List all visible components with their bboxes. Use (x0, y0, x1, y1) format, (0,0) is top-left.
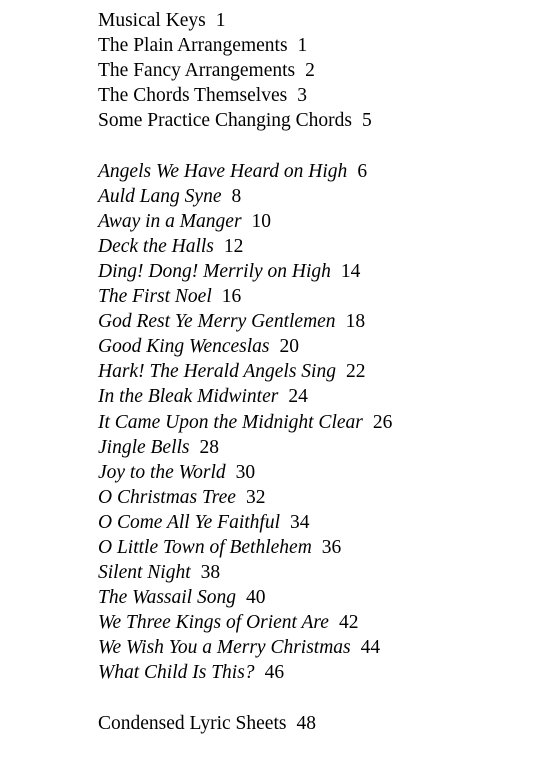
toc-entry-page-number: 46 (264, 662, 285, 684)
toc-entry (98, 159, 538, 184)
toc-entry-page-number: 6 (357, 160, 368, 182)
toc-entry (98, 510, 538, 535)
toc-entry-page-number: 1 (215, 10, 226, 31)
toc-entry-title: Musical Keys (98, 10, 206, 31)
toc-entry-title: O Christmas Tree (98, 486, 236, 508)
toc-entry-page-number: 5 (362, 110, 372, 132)
toc-entry-title: Condensed Lyric Sheets (98, 712, 287, 734)
toc-entry-page-number: 40 (245, 587, 266, 609)
toc-entry (98, 485, 538, 510)
toc-entry-title: Auld Lang Syne (98, 185, 222, 207)
toc-entry-page-number: 34 (290, 511, 310, 533)
toc-entry-page-number: 44 (360, 637, 381, 659)
back-matter-section (98, 711, 538, 736)
toc-entry-page-number: 1 (297, 35, 308, 57)
toc-entry-title: Deck the Halls (98, 235, 214, 257)
toc-entry-page-number: 30 (235, 461, 256, 483)
toc-entry (98, 334, 538, 359)
toc-entry-title: We Three Kings of Orient Are (98, 612, 329, 634)
toc-entry-page-number: 32 (245, 486, 266, 508)
toc-entry-title: Angels We Have Heard on High (98, 160, 348, 182)
toc-entry (98, 610, 538, 635)
songs-section (98, 159, 538, 686)
toc-entry (98, 284, 538, 309)
table-of-contents (98, 8, 538, 736)
toc-entry-title: Some Practice Changing Chords (98, 110, 353, 132)
toc-entry-page-number: 12 (223, 235, 244, 257)
toc-entry (98, 585, 538, 610)
toc-entry-page-number: 14 (340, 260, 361, 282)
toc-entry (98, 234, 538, 259)
toc-entry (98, 8, 538, 33)
toc-entry-title: Joy to the World (98, 461, 226, 483)
toc-entry-title: Hark! The Herald Angels Sing (98, 361, 336, 383)
toc-entry (98, 209, 538, 234)
toc-entry (98, 635, 538, 660)
toc-entry-title: In the Bleak Midwinter (98, 386, 279, 408)
toc-entry-title: Jingle Bells (98, 436, 190, 458)
toc-entry-page-number: 18 (345, 311, 366, 333)
toc-entry-title: God Rest Ye Merry Gentlemen (98, 311, 336, 333)
toc-entry (98, 184, 538, 209)
toc-entry-title: What Child Is This? (98, 662, 255, 684)
toc-entry-title: It Came Upon the Midnight Clear (98, 411, 363, 433)
toc-entry-page-number: 48 (296, 712, 316, 734)
toc-entry-page-number: 2 (305, 60, 315, 82)
toc-entry-title: Away in a Manger (98, 210, 242, 232)
front-matter-section (98, 8, 538, 133)
toc-entry-title: The First Noel (98, 286, 212, 308)
toc-entry-title: The Wassail Song (98, 587, 236, 609)
section-spacer (98, 686, 538, 711)
toc-entry-title: Good King Wenceslas (98, 336, 270, 358)
toc-entry-page-number: 38 (200, 562, 221, 584)
toc-entry-page-number: 16 (221, 286, 242, 308)
toc-entry-page-number: 3 (297, 85, 307, 107)
toc-entry (98, 535, 538, 560)
toc-entry-title: Silent Night (98, 562, 191, 584)
toc-entry-page-number: 28 (199, 436, 220, 458)
toc-entry-page-number: 24 (288, 386, 308, 408)
toc-entry (98, 660, 538, 685)
toc-entry-title: Ding! Dong! Merrily on High (98, 260, 331, 282)
toc-entry (98, 460, 538, 485)
toc-entry-title: The Fancy Arrangements (98, 60, 296, 82)
toc-entry (98, 259, 538, 284)
toc-entry-page-number: 22 (345, 361, 366, 383)
toc-entry (98, 711, 538, 736)
toc-entry (98, 435, 538, 460)
toc-entry-page-number: 8 (231, 185, 242, 207)
toc-entry (98, 410, 538, 435)
toc-entry (98, 58, 538, 83)
toc-entry (98, 384, 538, 409)
toc-entry (98, 359, 538, 384)
toc-entry-title: The Chords Themselves (98, 85, 288, 107)
section-spacer (98, 133, 538, 158)
toc-entry-title: We Wish You a Merry Christmas (98, 637, 351, 659)
toc-entry (98, 33, 538, 58)
toc-entry-page-number: 26 (372, 411, 393, 433)
toc-entry (98, 108, 538, 133)
toc-entry-title: O Little Town of Bethlehem (98, 536, 312, 558)
toc-entry-page-number: 20 (279, 336, 300, 358)
toc-entry-page-number: 36 (321, 536, 342, 558)
toc-entry (98, 83, 538, 108)
toc-entry-title: O Come All Ye Faithful (98, 511, 281, 533)
toc-entry (98, 560, 538, 585)
toc-entry-page-number: 10 (251, 210, 272, 232)
toc-entry-title: The Plain Arrangements (98, 35, 288, 57)
toc-entry (98, 309, 538, 334)
toc-entry-page-number: 42 (338, 612, 359, 634)
